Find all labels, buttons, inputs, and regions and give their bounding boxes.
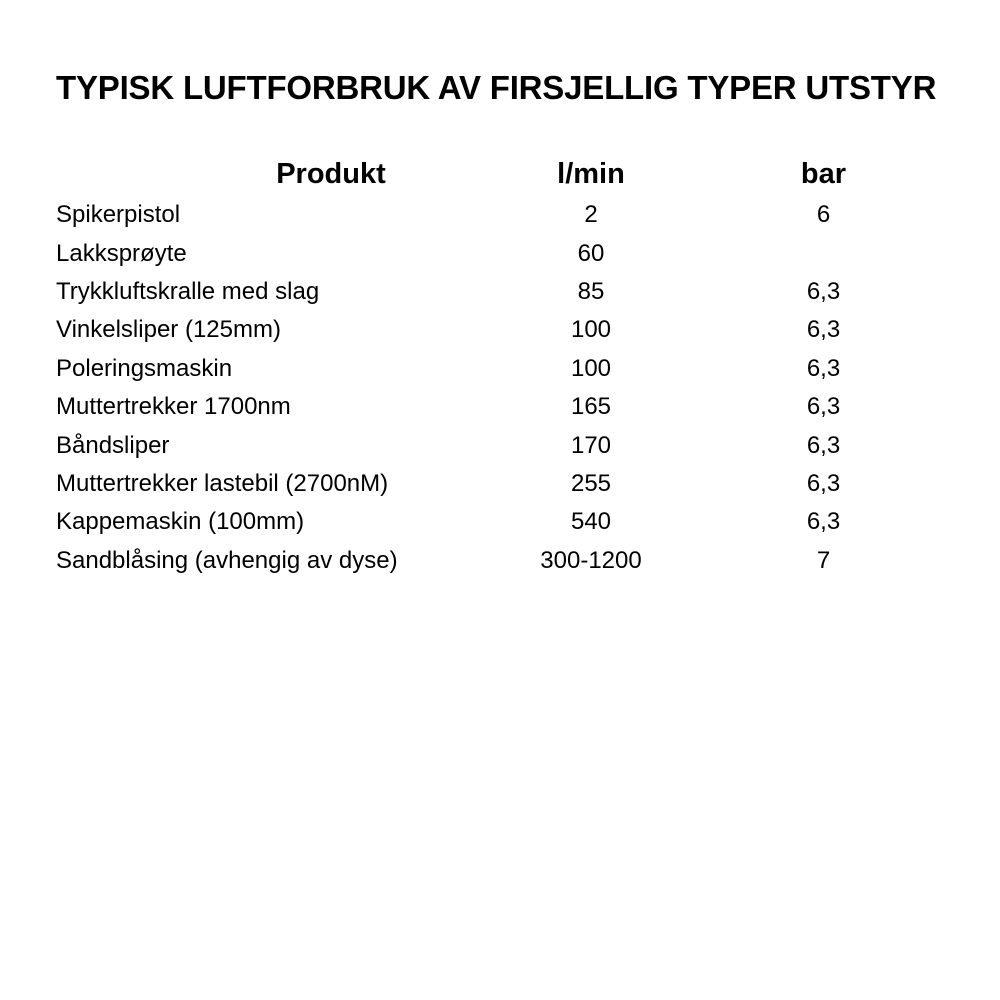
cell-product: Båndsliper bbox=[56, 431, 170, 459]
cell-flow: 60 bbox=[577, 239, 605, 267]
cell-pressure bbox=[731, 234, 916, 272]
table-row bbox=[56, 311, 916, 349]
table-row bbox=[56, 350, 916, 388]
cell-product: Sandblåsing (avhengig av dyse) bbox=[56, 546, 398, 574]
document-title: TYPISK LUFTFORBRUK AV FIRSJELLIG TYPER UTSTYR bbox=[56, 69, 937, 106]
header-pressure: bar bbox=[800, 158, 847, 190]
header-product: Produkt bbox=[276, 158, 386, 190]
header-flow: l/min bbox=[557, 158, 625, 190]
cell-pressure: 6,3 bbox=[806, 316, 841, 344]
cell-product: Poleringsmaskin bbox=[56, 354, 233, 382]
cell-product: Lakksprøyte bbox=[56, 239, 187, 267]
cell-product: Vinkelsliper (125mm) bbox=[56, 316, 281, 344]
cell-pressure: 6,3 bbox=[806, 469, 841, 497]
cell-flow: 300-1200 bbox=[540, 546, 642, 574]
table-row bbox=[56, 465, 916, 503]
cell-flow: 2 bbox=[584, 201, 598, 229]
table-row bbox=[56, 234, 916, 272]
table-row bbox=[56, 388, 916, 426]
cell-flow: 540 bbox=[570, 508, 612, 536]
cell-pressure: 6,3 bbox=[806, 431, 841, 459]
cell-pressure: 6,3 bbox=[806, 393, 841, 421]
table-row bbox=[56, 196, 916, 234]
table-row bbox=[56, 426, 916, 464]
cell-flow: 170 bbox=[570, 431, 612, 459]
cell-flow: 255 bbox=[570, 469, 612, 497]
cell-flow: 85 bbox=[577, 277, 605, 305]
cell-pressure: 6,3 bbox=[806, 277, 841, 305]
cell-pressure: 6,3 bbox=[806, 508, 841, 536]
cell-product: Muttertrekker 1700nm bbox=[56, 393, 291, 421]
air-consumption-table bbox=[56, 152, 916, 580]
cell-product: Trykkluftskralle med slag bbox=[56, 277, 320, 305]
cell-pressure: 7 bbox=[816, 546, 831, 574]
cell-product: Spikerpistol bbox=[56, 201, 181, 229]
cell-pressure: 6 bbox=[816, 201, 831, 229]
table-header-row bbox=[56, 152, 916, 196]
cell-flow: 100 bbox=[570, 316, 612, 344]
cell-flow: 100 bbox=[570, 354, 612, 382]
table-row bbox=[56, 542, 916, 580]
cell-product: Kappemaskin (100mm) bbox=[56, 508, 305, 536]
cell-product: Muttertrekker lastebil (2700nM) bbox=[56, 469, 389, 497]
table-row bbox=[56, 503, 916, 541]
table-row bbox=[56, 273, 916, 311]
cell-flow: 165 bbox=[570, 393, 612, 421]
cell-pressure: 6,3 bbox=[806, 354, 841, 382]
